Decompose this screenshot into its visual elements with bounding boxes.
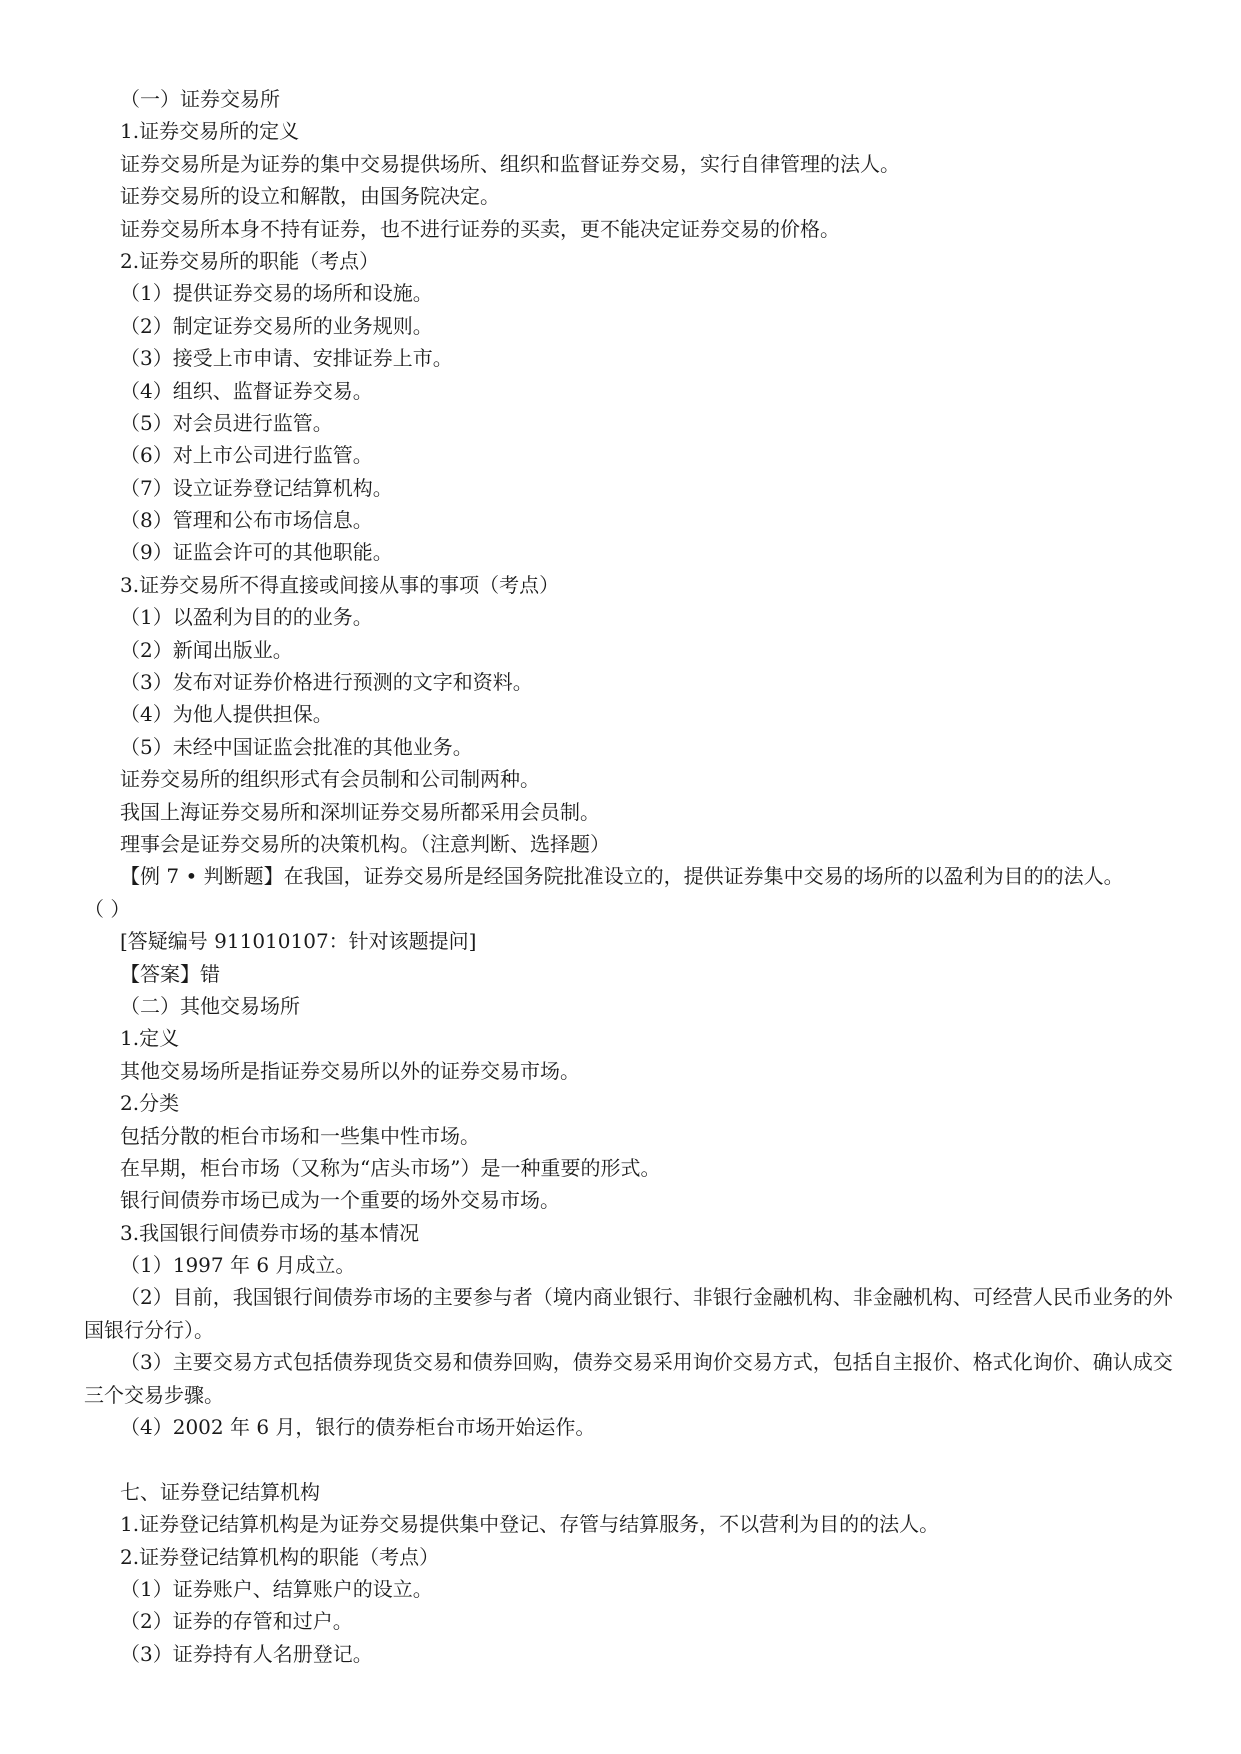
list-item: （3）发布对证券价格进行预测的文字和资料。: [120, 670, 533, 695]
section-heading: （二）其他交易场所: [120, 993, 300, 1018]
paragraph: 银行间债券市场已成为一个重要的场外交易市场。: [120, 1188, 560, 1213]
list-item: （7）设立证券登记结算机构。: [120, 475, 393, 500]
subsection-heading: 2.证券登记结算机构的职能（考点）: [120, 1544, 440, 1569]
list-item: （2）目前，我国银行间债券市场的主要参与者（境内商业银行、非银行金融机构、非金融机构、可经营人民币业务的外国银行分行）。: [84, 1285, 1173, 1342]
subsection-heading: 1.证券交易所的定义: [120, 119, 300, 144]
subsection-heading: 2.分类: [120, 1091, 180, 1116]
list-item: （4）为他人提供担保。: [120, 702, 333, 727]
list-item: （2）新闻出版业。: [120, 637, 293, 662]
paragraph: 在早期，柜台市场（又称为“店头市场”）是一种重要的形式。: [120, 1155, 661, 1180]
example-question: 【例 7 • 判断题】在我国，证券交易所是经国务院批准设立的，提供证券集中交易的场所的以盈利为目的的法人。: [120, 864, 1124, 889]
list-item: （3）主要交易方式包括债券现货交易和债券回购，债券交易采用询价交易方式，包括自主报价、格式化询价、确认成交三个交易步骤。: [84, 1350, 1173, 1407]
paragraph: 1.证券登记结算机构是为证券交易提供集中登记、存管与结算服务，不以营利为目的的法人。: [120, 1512, 940, 1537]
subsection-heading: 3.我国银行间债券市场的基本情况: [120, 1220, 420, 1245]
paragraph: 其他交易场所是指证券交易所以外的证券交易市场。: [120, 1058, 580, 1083]
list-item: （5）对会员进行监管。: [120, 410, 333, 435]
section-heading: （一）证券交易所: [120, 87, 280, 111]
paragraph: 证券交易所是为证券的集中交易提供场所、组织和监督证券交易，实行自律管理的法人。: [120, 151, 900, 176]
list-item: （1）提供证券交易的场所和设施。: [120, 281, 433, 306]
document-body: [84, 83, 1184, 1670]
paragraph: 我国上海证券交易所和深圳证券交易所都采用会员制。: [120, 799, 600, 824]
subsection-heading: 2.证券交易所的职能（考点）: [120, 248, 380, 273]
paragraph: 包括分散的柜台市场和一些集中性市场。: [120, 1123, 480, 1148]
list-item: （4）2002 年 6 月，银行的债券柜台市场开始运作。: [120, 1415, 596, 1440]
list-item: （2）制定证券交易所的业务规则。: [120, 313, 433, 338]
list-item: （3）证券持有人名册登记。: [120, 1641, 373, 1666]
list-item: （4）组织、监督证券交易。: [120, 378, 373, 403]
paragraph: 理事会是证券交易所的决策机构。（注意判断、选择题）: [120, 831, 610, 856]
list-item: （5）未经中国证监会批准的其他业务。: [120, 734, 473, 759]
paragraph: 证券交易所的设立和解散，由国务院决定。: [120, 184, 500, 209]
list-item: （2）证券的存管和过户。: [120, 1609, 353, 1634]
list-item: （8）管理和公布市场信息。: [120, 508, 373, 533]
list-item: （3）接受上市申请、安排证券上市。: [120, 346, 453, 371]
subsection-heading: 1.定义: [120, 1026, 180, 1051]
list-item: （1）以盈利为目的的业务。: [120, 605, 373, 630]
paragraph: 证券交易所的组织形式有会员制和公司制两种。: [120, 767, 540, 792]
chapter-heading: 七、证券登记结算机构: [120, 1479, 320, 1504]
question-reference-link[interactable]: [答疑编号 911010107：针对该题提问]: [120, 929, 477, 954]
paragraph: 证券交易所本身不持有证券，也不进行证券的买卖，更不能决定证券交易的价格。: [120, 216, 840, 241]
list-item: （9）证监会许可的其他职能。: [120, 540, 393, 565]
list-item: （1）1997 年 6 月成立。: [120, 1253, 356, 1278]
subsection-heading: 3.证券交易所不得直接或间接从事的事项（考点）: [120, 572, 560, 597]
list-item: （6）对上市公司进行监管。: [120, 443, 373, 468]
answer-blank: （ ）: [84, 896, 131, 921]
list-item: （1）证券账户、结算账户的设立。: [120, 1577, 433, 1602]
spacer: [84, 1443, 1184, 1475]
answer: 【答案】错: [120, 961, 220, 986]
